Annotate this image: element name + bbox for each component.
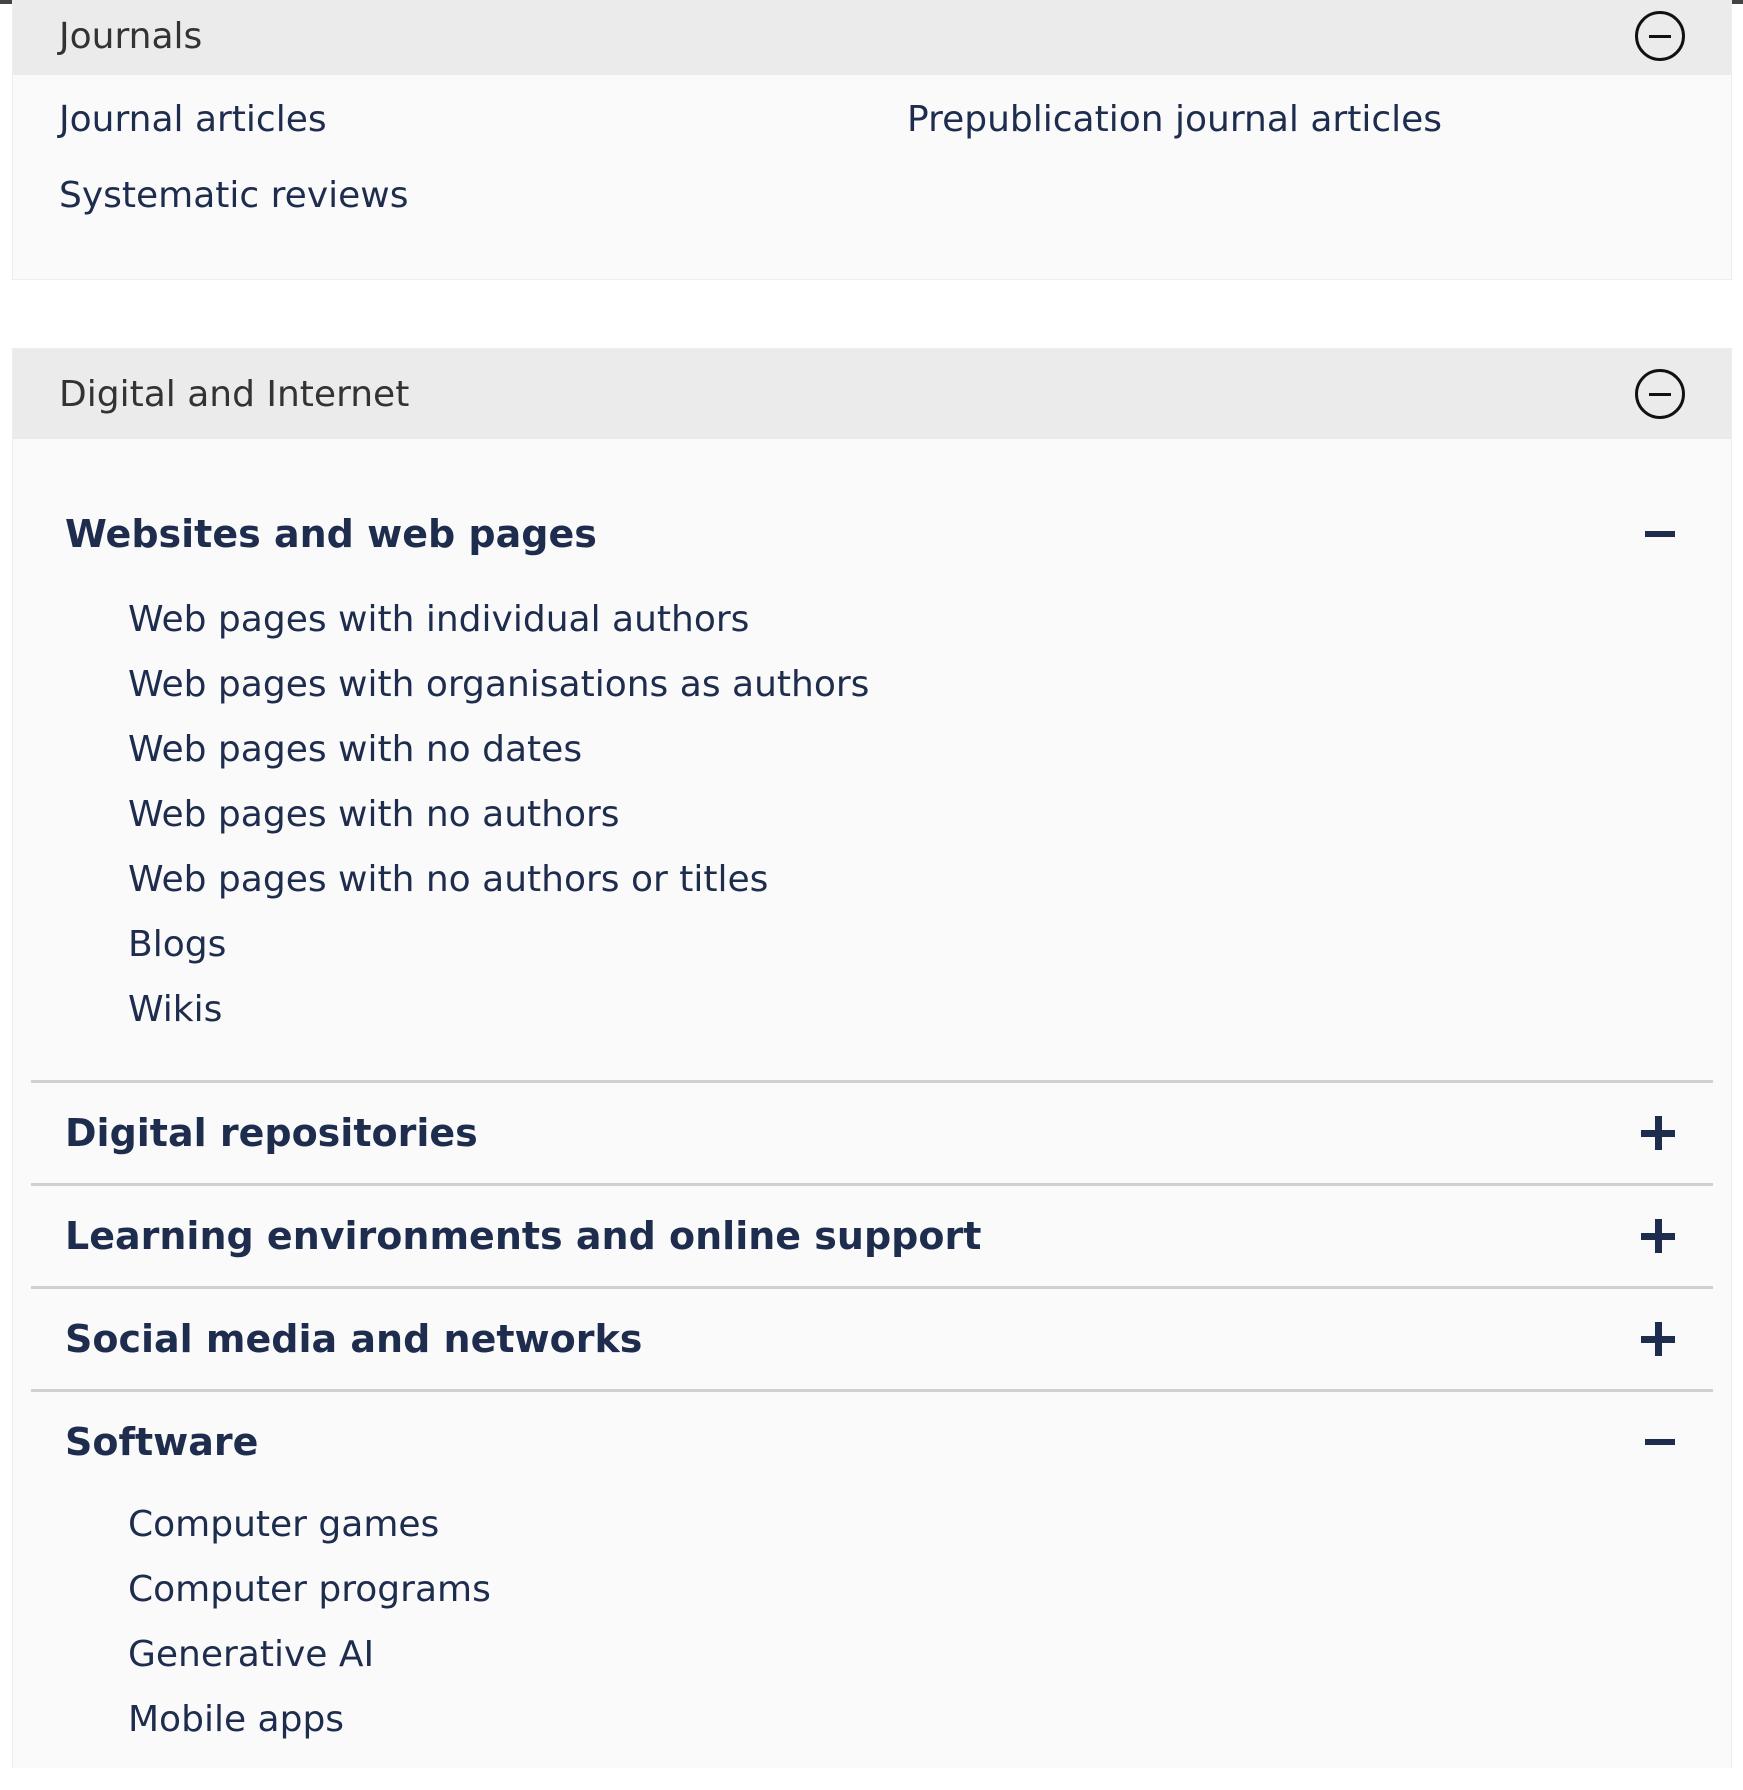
section-software [31,1389,1713,1790]
software-sub-list [31,1492,1713,1790]
journals-panel-header[interactable] [13,0,1731,75]
expand-plus-icon[interactable] [1641,1116,1675,1150]
section-title: Digital repositories [65,1111,478,1155]
section-title: Social media and networks [65,1317,643,1361]
collapse-minus-icon[interactable] [1645,531,1675,537]
journals-panel [12,0,1732,280]
section-websites-header[interactable] [31,439,1713,587]
collapse-circle-minus-icon[interactable] [1635,369,1685,419]
expand-plus-icon[interactable] [1641,1219,1675,1253]
list-item[interactable]: Computer games [128,1504,440,1545]
list-item[interactable]: Computer programs [128,1569,491,1610]
link-prepublication-journal-articles[interactable]: Prepublication journal articles [907,99,1443,140]
journals-links [13,75,1731,281]
list-item[interactable]: Mobile apps [128,1699,345,1740]
list-item[interactable]: Web pages with organisations as authors [128,664,870,705]
section-title: Websites and web pages [65,512,597,556]
list-item[interactable]: Generative AI [128,1634,375,1675]
section-software-header[interactable] [31,1392,1713,1492]
websites-sub-list [31,587,1713,1080]
list-item[interactable]: Blogs [128,924,227,965]
link-journal-articles[interactable]: Journal articles [59,99,327,140]
digital-internet-panel [12,348,1732,1768]
section-social-media-header[interactable] [31,1289,1713,1389]
expand-plus-icon[interactable] [1641,1322,1675,1356]
section-digital-repositories [31,1080,1713,1183]
list-item[interactable]: Web pages with no authors [128,794,620,835]
list-item[interactable]: Wikis [128,989,223,1030]
journals-panel-title: Journals [59,15,203,57]
section-learning-environments-header[interactable] [31,1186,1713,1286]
link-systematic-reviews[interactable]: Systematic reviews [59,175,409,216]
digital-panel-header[interactable] [13,349,1731,439]
list-item[interactable]: Web pages with no dates [128,729,583,770]
section-social-media [31,1286,1713,1389]
collapse-circle-minus-icon[interactable] [1635,11,1685,61]
section-digital-repositories-header[interactable] [31,1083,1713,1183]
collapse-minus-icon[interactable] [1645,1439,1675,1445]
list-item[interactable]: Web pages with individual authors [128,599,750,640]
section-title: Learning environments and online support [65,1214,982,1258]
section-websites [31,439,1713,1080]
section-learning-environments [31,1183,1713,1286]
section-title: Software [65,1420,259,1464]
list-item[interactable]: Web pages with no authors or titles [128,859,769,900]
digital-panel-title: Digital and Internet [59,373,410,415]
digital-sections [13,439,1731,1790]
